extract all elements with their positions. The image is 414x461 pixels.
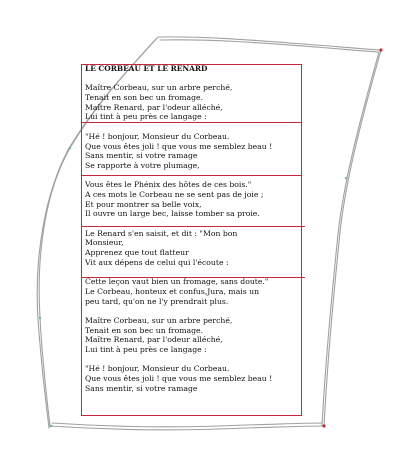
poem-line: Maître Renard, par l'odeur alléché, xyxy=(85,335,223,345)
poem-line: Le Renard s'en saisit, et dit : "Mon bon xyxy=(85,228,238,238)
poem-line: Tenait en son bec un fromage. xyxy=(85,325,204,335)
poem-line: Lui tint à peu près ce langage : xyxy=(85,112,207,122)
poem-text xyxy=(85,64,301,393)
scroll-bottom-edge-inner xyxy=(52,423,322,427)
poem-line: Lui tint à peu près ce langage : xyxy=(85,344,207,354)
poem-line: Vous êtes le Phénix des hôtes de ces bois." xyxy=(85,180,252,190)
poem-title: LE CORBEAU ET LE RENARD xyxy=(85,64,208,73)
poem-line: Tenait en son bec un fromage. xyxy=(85,93,204,103)
poem-line: Il ouvre un large bec, laisse tomber sa proie. xyxy=(85,209,260,219)
poem-line: Que vous êtes joli ! que vous me semblez beau ! xyxy=(85,374,273,383)
poem-line: A ces mots le Corbeau ne se sent pas de joie ; xyxy=(85,189,264,199)
poem-line: Maître Renard, par l'odeur alléché, xyxy=(85,102,223,112)
poem-line: "Hé ! bonjour, Monsieur du Corbeau. xyxy=(85,131,230,141)
poem-line: peu tard, qu'on ne l'y prendrait plus. xyxy=(85,296,229,306)
poem-line: Maître Corbeau, sur un arbre perché, xyxy=(85,83,233,93)
poem-line: Sans mentir, si votre ramage xyxy=(85,383,198,393)
poem-line: Apprenez que tout flatteur xyxy=(85,248,189,258)
scroll-right-edge xyxy=(324,50,381,426)
poem-line: Le Corbeau, honteux et confus,Jura, mais un xyxy=(85,286,260,296)
poem-line: Se rapporte à votre plumage, xyxy=(85,160,200,170)
poem-line: Et pour montrer sa belle voix, xyxy=(85,199,202,209)
poem-line: Monsieur, xyxy=(85,238,124,248)
poem-line: "Hé ! bonjour, Monsieur du Corbeau. xyxy=(85,364,230,374)
poem-line: Maître Corbeau, sur un arbre perché, xyxy=(85,315,233,325)
poem-line: Sans mentir, si votre ramage xyxy=(85,151,198,161)
scroll-right-edge-inner xyxy=(322,52,379,425)
poem-line: Cette leçon vaut bien un fromage, sans doute." xyxy=(85,277,269,287)
poem-line: Que vous êtes joli ! que vous me semblez beau ! xyxy=(85,141,273,151)
poem-line: Vit aux dépens de celui qui l'écoute : xyxy=(85,257,229,267)
